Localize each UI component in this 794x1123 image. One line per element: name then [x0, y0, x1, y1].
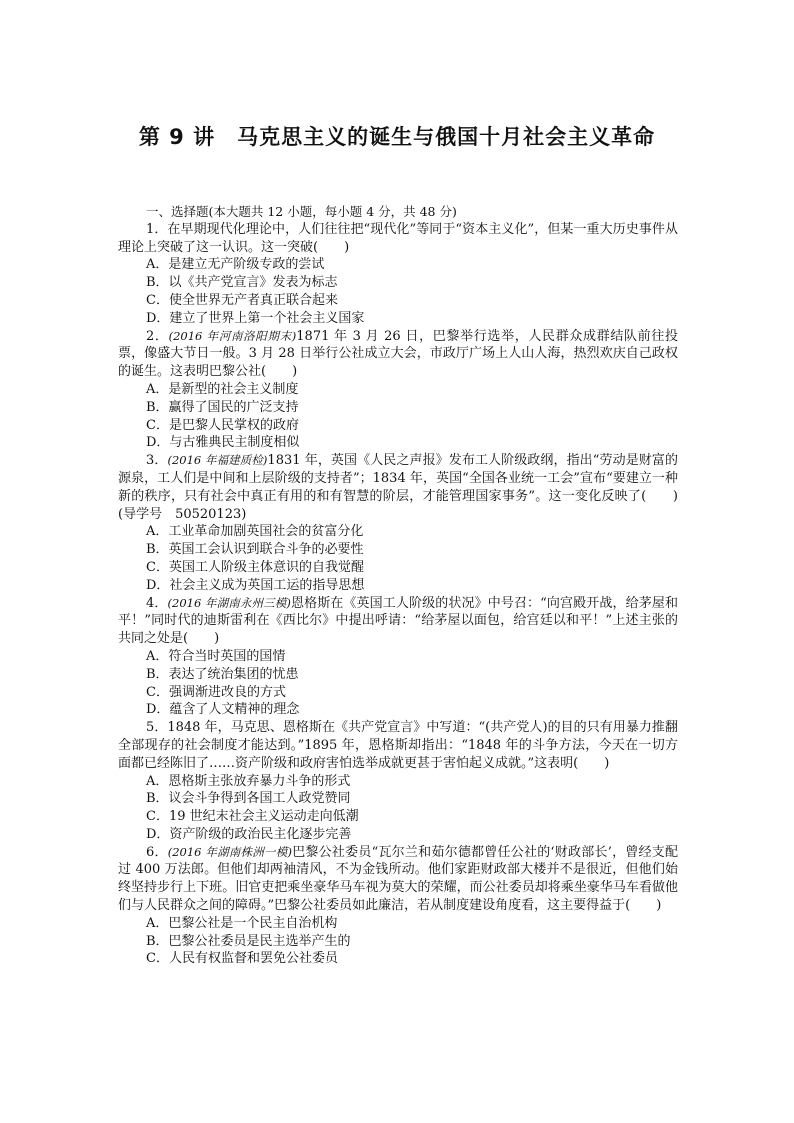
option-a: A．是建立无产阶级专政的尝试 [146, 257, 325, 273]
option-a: A．符合当时英国的国情 [146, 648, 286, 664]
option-c: C．使全世界无产者真正联合起来 [146, 292, 338, 308]
option-a: A．是新型的社会主义制度 [146, 381, 299, 397]
option-d: D．与古雅典民主制度相似 [146, 435, 300, 451]
question-3 [118, 452, 678, 594]
question-stem [118, 452, 678, 523]
option-d: D．社会主义成为英国工运的指导思想 [146, 577, 365, 593]
question-4 [118, 595, 678, 720]
question-text: 恩格斯在《英国工人阶级的状况》中号召：“向宫殿开战，给茅屋和平！”同时代的迪斯雷利在《西比尔》中提出呼请：“给茅屋以面包，给宫廷以和平！”上述主张的共同之处是( ) [118, 595, 678, 647]
question-2 [118, 328, 678, 453]
question-stem [118, 719, 678, 772]
question-source: (2016 年湖南株洲一模) [167, 844, 292, 859]
question-text: 巴黎公社委员“瓦尔兰和茹尔德都曾任公社的‘财政部长’，曾经支配过 400 万法郎。但他们却两袖清风，不为金钱所动。他们家距财政部大楼并不是很近，但他们始终坚持步行上下班。旧官吏把乘坐豪华马车视为莫大的荣耀，而公社委员却将乘坐豪华马车看做他们与人民群众之间的障碍。”巴黎公社委员如此廉洁，若从制度建设角度看，这主要得益于( ) [118, 844, 678, 914]
option-c: C．人民有权监督和罢免公社委员 [146, 951, 338, 967]
section-heading: 一、选择题(本大题共 12 小题，每小题 4 分，共 48 分) [146, 204, 457, 219]
question-stem [118, 595, 678, 648]
option-b: B．以《共产党宣言》发表为标志 [146, 275, 338, 291]
option-d: D．建立了世界上第一个社会主义国家 [146, 310, 365, 326]
question-content [118, 203, 678, 968]
question-number: 5． [146, 720, 168, 736]
option-a: A．巴黎公社是一个民主自治机构 [146, 915, 338, 931]
question-source: (2016 年河南洛阳期末) [168, 328, 297, 343]
option-c: C．强调渐进改良的方式 [146, 684, 286, 700]
question-number: 1． [146, 221, 168, 237]
question-text: 1848 年，马克思、恩格斯在《共产党宣言》中写道：“(共产党人)的目的只有用暴力推翻全部现存的社会制度才能达到。”1895 年，恩格斯却指出：“1848 年的斗争方法，今天在一切方面都已经陈旧了……资产阶级和政府害怕选举成就更甚于害怕起义成就。”这表明( ) [118, 720, 678, 771]
option-b: B．表达了统治集团的忧患 [146, 666, 299, 682]
question-number: 4． [146, 595, 168, 611]
question-stem [118, 221, 678, 257]
option-c: C．19 世纪末社会主义运动走向低潮 [146, 809, 359, 825]
question-text: 1871 年 3 月 26 日，巴黎举行选举，人民群众成群结队前往投票，像盛大节日一般。3 月 28 日举行公社成立大会，市政厅广场上人山人海，热烈欢庆自己政权的诞生。这表明巴黎公社( ) [118, 328, 678, 380]
option-b: B．英国工会认识到联合斗争的必要性 [146, 542, 364, 558]
question-6 [118, 844, 678, 969]
question-stem [118, 328, 678, 381]
question-source: (2016 年湖南永州三模) [167, 595, 291, 610]
option-a: A．工业革命加剧英国社会的贫富分化 [146, 524, 364, 540]
option-d: D．蕴含了人文精神的理念 [146, 702, 300, 718]
question-text: 在早期现代化理论中，人们往往把“现代化”等同于“资本主义化”，但某一重大历史事件从理论上突破了这一认识。这一突破( ) [118, 221, 678, 255]
question-1 [118, 221, 678, 328]
question-number: 2． [146, 328, 169, 344]
option-b: B．巴黎公社委员是民主选举产生的 [146, 933, 351, 949]
option-c: C．是巴黎人民掌权的政府 [146, 417, 299, 433]
option-b: B．议会斗争得到各国工人政党赞同 [146, 791, 351, 807]
question-5 [118, 719, 678, 844]
page-title: 第 9 讲 马克思主义的诞生与俄国十月社会主义革命 [138, 125, 656, 149]
question-number: 6． [146, 844, 168, 860]
question-text: 1831 年，英国《人民之声报》发布工人阶级政纲，指出“劳动是财富的源泉，工人们是中间和上层阶级的支持者”；1834 年，英国“全国各业统一工会”宣布“要建立一种新的秩序，只有社会中真正有用的和有智慧的阶层，才能管理国家事务”。这一变化反映了( )(导学号 50520123) [118, 453, 678, 522]
option-b: B．赢得了国民的广泛支持 [146, 399, 299, 415]
question-number: 3． [146, 453, 168, 469]
option-d: D．资产阶级的政治民主化逐步完善 [146, 826, 352, 842]
option-c: C．英国工人阶级主体意识的自我觉醒 [146, 559, 364, 575]
option-a: A．恩格斯主张放弃暴力斗争的形式 [146, 773, 351, 789]
question-source: (2016 年福建质检) [167, 453, 268, 468]
question-stem [118, 844, 678, 915]
